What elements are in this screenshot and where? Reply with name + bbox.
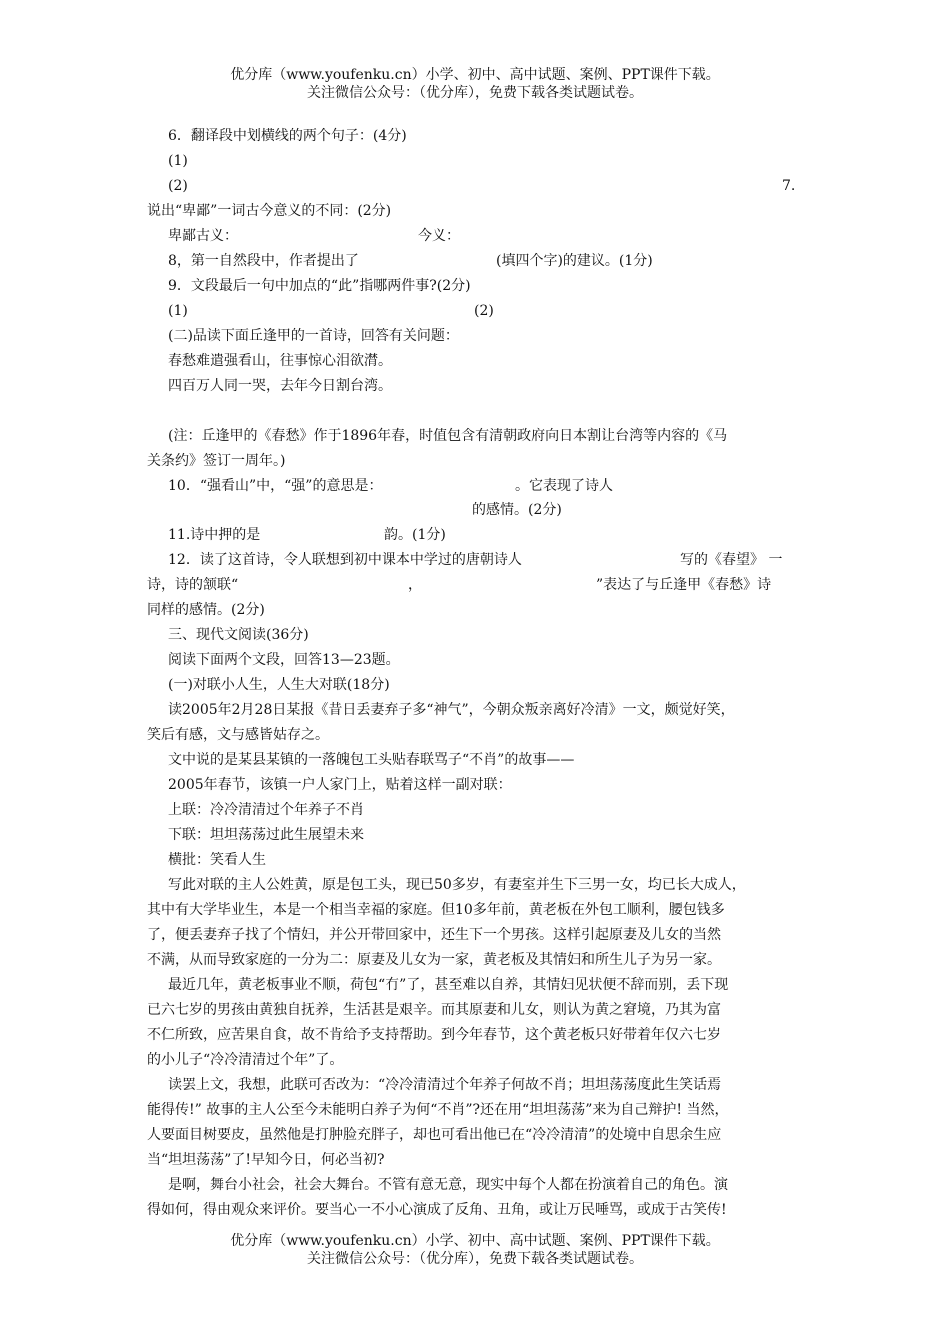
passage-p5-line-2: 已六七岁的男孩由黄独自抚养，生活甚是艰辛。而其原妻和儿女，则认为黄之窘境，乃其为富 bbox=[147, 1002, 721, 1018]
passage-p5-line-3: 不仁所致，应苦果自食，故不肯给予支持帮助。到今年春节，这个黄老板只好带着年仅六七岁 bbox=[147, 1027, 721, 1043]
question-6-item-1: (1) bbox=[168, 153, 188, 169]
question-10-part-a: 10．“强看山”中，“强”的意思是： bbox=[168, 478, 383, 494]
passage-p4-line-3: 了，便丢妻弃子找了个情妇，并公开带回家中，还生下一个男孩。这样引起原妻及儿女的当然 bbox=[147, 927, 721, 943]
passage-p7-line-1: 是啊，舞台小社会，社会大舞台。不管有意无意，现实中每个人都在扮演着自己的角色。演 bbox=[168, 1177, 728, 1193]
question-10-part-c: 的感情。(2分) bbox=[472, 502, 562, 518]
question-12-part-c: 诗，诗的颔联“ bbox=[147, 577, 239, 593]
passage-p4-line-4: 不满，从而导致家庭的一分为二：原妻及儿女为一家，黄老板及其情妇和所生儿子为另一家。 bbox=[147, 952, 721, 968]
page-footer bbox=[0, 1232, 950, 1268]
question-12-part-d: ， bbox=[408, 577, 422, 593]
passage-p6-line-3: 人要面目树要皮，虽然他是打肿脸充胖子，却也可看出他已在“冷冷清清”的处境中自思余生应 bbox=[147, 1127, 722, 1143]
passage-p3: 2005年春节，该镇一户人家门上，贴着这样一副对联： bbox=[168, 777, 512, 793]
header-line-2: 关注微信公众号：（优分库），免费下载各类试题试卷。 bbox=[307, 85, 643, 101]
couplet-horizontal: 横批：笑看人生 bbox=[168, 852, 266, 868]
question-12-part-b: 写的《春望》 一 bbox=[680, 552, 783, 568]
question-9-item-1: (1) bbox=[168, 303, 188, 319]
question-11-part-a: 11.诗中押的是 bbox=[168, 527, 261, 543]
question-11-part-b: 韵。(1分) bbox=[384, 527, 446, 543]
header-line-1: 优分库（www.youfenku.cn）小学、初中、高中试题、案例、PPT课件下载。 bbox=[230, 67, 720, 83]
passage-p2: 文中说的是某县某镇的一落魄包工头贴春联骂子“不肖”的故事—— bbox=[168, 752, 575, 768]
poem-note-line-2: 关条约》签订一周年。) bbox=[147, 453, 286, 469]
poem-line-1: 春愁难遣强看山，往事惊心泪欲潸。 bbox=[168, 353, 392, 369]
question-9: 9．文段最后一句中加点的“此”指哪两件事?(2分) bbox=[168, 278, 471, 294]
question-7-modern: 今义： bbox=[418, 228, 460, 244]
passage-p7-line-2: 得如何，得由观众来评价。要当心一不小心演成了反角、丑角，或让万民唾骂，或成于古笑传! bbox=[147, 1202, 727, 1218]
passage-p5-line-1: 最近几年，黄老板事业不顺，荷包“冇”了，甚至难以自养，其情妇见状便不辞而别，丢下现 bbox=[168, 977, 729, 993]
question-8-part-a: 8，第一自然段中，作者提出了 bbox=[168, 253, 359, 269]
footer-line-2: 关注微信公众号：（优分库），免费下载各类试题试卷。 bbox=[307, 1251, 643, 1267]
passage-p6-line-4: 当“坦坦荡荡”了!早知今日，何必当初? bbox=[147, 1152, 385, 1168]
passage-p4-line-2: 其中有大学毕业生，本是一个相当幸福的家庭。但10多年前，黄老板在外包工顺利，腰包钱多 bbox=[147, 902, 725, 918]
passage-p6-line-1: 读罢上文，我想，此联可否改为：“冷冷清清过个年养子何故不肖；坦坦荡荡度此生笑话焉 bbox=[168, 1077, 722, 1093]
section-3-heading: 三、现代文阅读(36分) bbox=[168, 627, 309, 643]
poem-line-2: 四百万人同一哭，去年今日割台湾。 bbox=[168, 378, 392, 394]
question-12-part-a: 12．读了这首诗，令人联想到初中课本中学过的唐朝诗人 bbox=[168, 552, 522, 568]
couplet-lower: 下联：坦坦荡荡过此生展望未来 bbox=[168, 827, 364, 843]
question-7-number: 7. bbox=[782, 178, 796, 194]
passage-p6-line-2: 能得传!” 故事的主人公至今未能明白养子为何“不肖”?还在用“坦坦荡荡”来为自己辩护! 当然， bbox=[147, 1102, 729, 1118]
passage-p4-line-1: 写此对联的主人公姓黄，原是包工头，现已50多岁，有妻室并生下三男一女，均已长大成人， bbox=[168, 877, 746, 893]
couplet-upper: 上联：冷冷清清过个年养子不肖 bbox=[168, 802, 364, 818]
question-7: 说出“卑鄙”一词古今意义的不同：(2分) bbox=[147, 203, 392, 219]
passage-p5-line-4: 的小儿子“冷冷清清过个年”了。 bbox=[147, 1052, 344, 1068]
section-3-instruction: 阅读下面两个文段，回答13—23题。 bbox=[168, 652, 400, 668]
question-6-item-2: (2) bbox=[168, 178, 188, 194]
question-9-item-2: (2) bbox=[474, 303, 494, 319]
passage-p1-line-1: 读2005年2月28日某报《昔日丢妻弃子多“神气”，今朝众叛亲离好冷清》一文，颇觉好笑， bbox=[168, 702, 735, 718]
question-7-ancient: 卑鄙古义： bbox=[168, 228, 238, 244]
poem-intro: (二)品读下面丘逢甲的一首诗，回答有关问题： bbox=[168, 328, 459, 344]
question-8-part-b: (填四个字)的建议。(1分) bbox=[496, 253, 653, 269]
question-6: 6．翻译段中划横线的两个句子：(4分) bbox=[168, 128, 407, 144]
question-12-part-e: ”表达了与丘逢甲《春愁》诗 bbox=[596, 577, 772, 593]
page-header bbox=[0, 66, 950, 102]
footer-line-1: 优分库（www.youfenku.cn）小学、初中、高中试题、案例、PPT课件下载。 bbox=[230, 1233, 720, 1249]
poem-note-line-1: (注：丘逢甲的《春愁》作于1896年春，时值包含有清朝政府向日本割让台湾等内容的《马 bbox=[168, 428, 728, 444]
question-10-part-b: 。它表现了诗人 bbox=[515, 478, 613, 494]
passage-title: (一)对联小人生，人生大对联(18分) bbox=[168, 677, 390, 693]
question-12-part-f: 同样的感情。(2分) bbox=[147, 602, 265, 618]
passage-p1-line-2: 笑后有感，文与感皆姑存之。 bbox=[147, 727, 329, 743]
